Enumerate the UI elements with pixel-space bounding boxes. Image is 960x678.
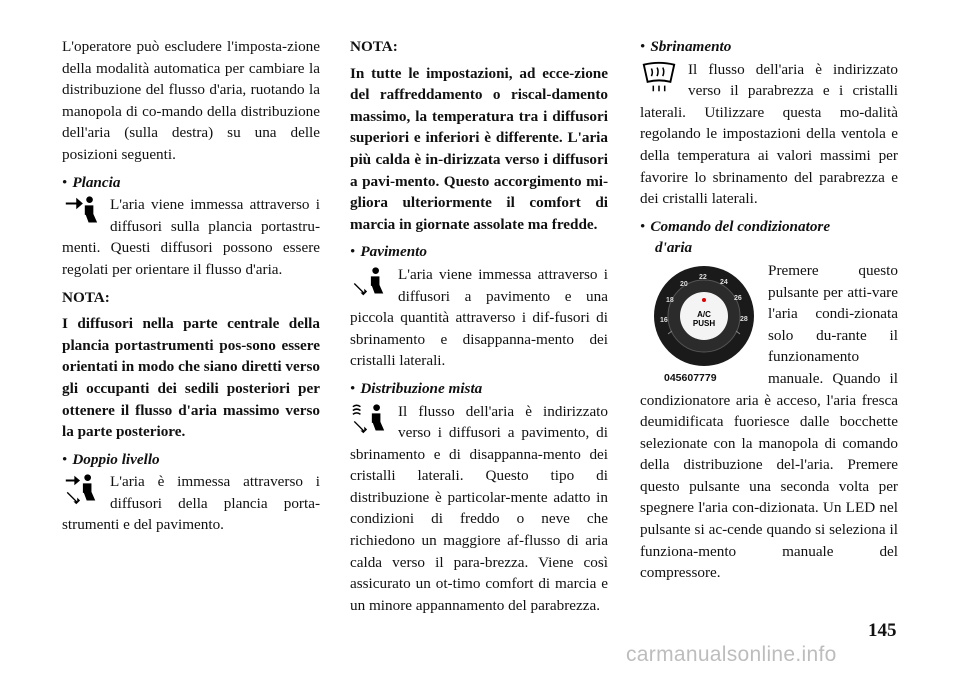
column-3 [640, 36, 898, 590]
sbrinamento-block [640, 59, 898, 210]
figure-code: 045607779 [664, 371, 717, 384]
page-number: 145 [868, 620, 897, 641]
doppio-text: L'aria è immessa attraverso i diffusori della plancia porta-strumenti e del pavimento. [62, 473, 320, 534]
nota-text-2: In tutte le impostazioni, ad ecce-zione del raffreddamento o riscal-damento massimo, la temperatura tra i diffusori superiori e inferiori è differente. L'aria più calda è in-dirizzata verso i diffusori a pavi-mento. Questo accorgimento mi-gliora ulteriormente il comfort di marcia in giornate assolate ma fredde. [350, 64, 608, 233]
mista-title: Distribuzione mista [360, 379, 483, 397]
column-1 [62, 36, 320, 542]
pavimento-text: L'aria viene immessa attraverso i diffusori a pavimento e una piccola quantità attraverso i dif-fusori di sbrinamento e disappanna-mento dei cristalli laterali. [350, 265, 608, 370]
bilevel-vent-icon [62, 471, 104, 511]
doppio-block [62, 471, 320, 536]
plancia-title: Plancia [72, 173, 121, 191]
mixed-vent-icon [350, 401, 392, 441]
scale-20: 20 [680, 280, 688, 288]
sbrinamento-title: Sbrinamento [650, 38, 732, 55]
scale-18: 18 [666, 296, 674, 304]
ac-knob-illustration [646, 264, 762, 368]
ac-button-line2: PUSH [692, 318, 716, 328]
bullet-pavimento: • Pavimento [350, 243, 427, 261]
pavimento-title: Pavimento [360, 243, 427, 261]
scale-24: 24 [720, 278, 728, 286]
nota-text-1: I diffusori nella parte centrale della plancia portastrumenti pos-sono essere orientati in modo che siano diretti verso gli occupanti dei sedili posteriori per ottenere il flusso d'aria massimo verso la parte posteriore. [62, 315, 320, 441]
plancia-text: L'aria viene immessa attraverso i diffusori sulla plancia portastru-menti. Questi diffusori possono essere regolati per orientare il flusso d'aria. [62, 196, 320, 278]
floor-vent-icon [350, 264, 392, 304]
doppio-title: Doppio livello [72, 450, 160, 468]
mista-block [350, 401, 608, 617]
ac-text: Premere questo pulsante per atti-vare l'aria condi-zionata solo du-rante il funzionamento manuale. Quando il condizionatore aria è acceso, l'aria fresca deumidificata fuoriesce dalle bocchette selezionate con la manopola di comando della distribuzione del-l'aria. Premere questo pulsante una seconda volta per spegnere l'aria con-dizionata. Un LED nel pulsante si ac-cende quando si seleziona il funziona-mento manuale del compressore. [640, 261, 898, 582]
bullet-doppio: • Doppio livello [62, 450, 160, 468]
watermark: carmanualsonline.info [626, 643, 837, 666]
scale-22: 22 [699, 273, 707, 281]
bullet-sbrinamento: • Sbrinamento [640, 38, 732, 55]
pavimento-block [350, 264, 608, 372]
ac-block [640, 260, 898, 584]
scale-26: 26 [734, 294, 742, 302]
nota-label-1: NOTA: [62, 288, 110, 306]
ac-button-line1: A/C [697, 309, 711, 319]
plancia-block [62, 194, 320, 280]
ac-title-2: d'aria [655, 239, 693, 257]
nota-label-2: NOTA: [350, 38, 398, 55]
bullet-mista: • Distribuzione mista [350, 379, 483, 397]
mista-text: Il flusso dell'aria è indirizzato verso i diffusori a pavimento, di sbrinamento e di disappanna-mento dei cristalli laterali. Questo tipo di distribuzione è particolar-mente adatto in condizioni di freddo o neve che richiedono un maggiore af-flusso di aria calda verso il para-brezza. Viene così assicurato un ot-timo comfort di marcia e un minore appannamento del parabrezza. [350, 402, 608, 614]
bullet-ac: • Comando del condizionatore d'aria [640, 216, 898, 259]
scale-16: 16 [660, 316, 668, 324]
ac-title-1: Comando del condizionatore [650, 217, 831, 235]
scale-28: 28 [740, 315, 748, 323]
bullet-plancia: • Plancia [62, 173, 121, 191]
column-2 [350, 36, 608, 622]
intro-paragraph: L'operatore può escludere l'imposta-zione della modalità automatica per cambiare la distribuzione del flusso d'aria, ruotando la manopola di co-mando della distribuzione dell'aria (sulla destra) su una delle posizioni seguenti. [62, 38, 320, 163]
sbrinamento-text: Il flusso dell'aria è indirizzato verso il parabrezza e i cristalli laterali. Utilizzare questa mo-dalità regolando le impostazioni della ventola e della temperatura ai valori massimi per favorire lo sbrinamento del parabrezza e dei cristalli laterali. [640, 60, 898, 208]
ac-button-figure [646, 264, 762, 384]
panel-vent-icon [62, 194, 104, 234]
defrost-icon [640, 59, 682, 99]
